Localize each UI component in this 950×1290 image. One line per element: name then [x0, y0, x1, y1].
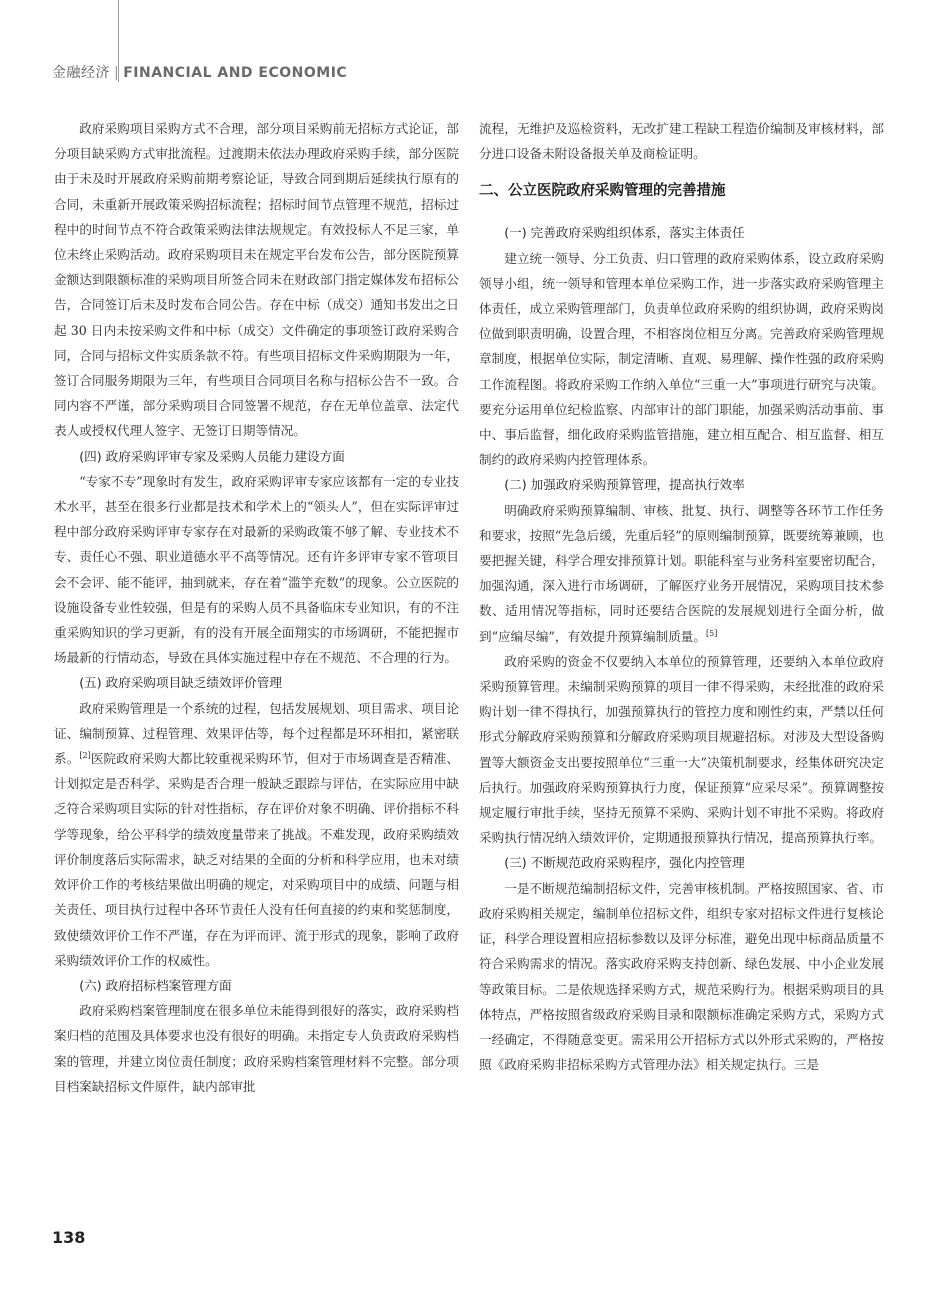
chapter-heading: 二、公立医院政府采购管理的完善措施	[479, 183, 726, 200]
section-heading-6: (六) 政府招标档案管理方面	[79, 977, 232, 993]
paragraph	[54, 696, 459, 973]
paragraph-text: 明确政府采购预算编制、审核、批复、执行、调整等各环节工作任务和要求，按照“先急后缓，先重后轻”的原则编制预算，既要统筹兼顾，也要把握关键，科学合理安排预算计划。职能科室与业务科室要密切配合，加强沟通，深入进行市场调研，了解医疗业务开展情况，采购项目技术参数、适用情况等指标，同时还要结合医院的发展规划进行全面分析，做到“应编尽编”，有效提升预算编制质量。	[479, 502, 884, 644]
header-separator: |	[114, 65, 120, 81]
citation-ref: [5]	[705, 628, 718, 638]
paragraph: 一是不断规范编制招标文件，完善审核机制。严格按照国家、省、市政府采购相关规定，编制单位招标文件，组织专家对招标文件进行复核论证，科学合理设置相应招标参数以及评分标准，避免出现中标商品质量不符合采购需求的情况。落实政府采购支持创新、绿色发展、中小企业发展等政策目标。二是依规选择采购方式，规范采购行为。根据采购项目的具体特点，严格按照省级政府采购目录和限额标准确定采购方式，采购方式一经确定，不得随意变更。需采用公开招标方式以外形式采购的，严格按照《政府采购非招标采购方式管理办法》相关规定执行。三是	[479, 880, 884, 1073]
section-heading-3: (三) 不断规范政府采购程序，强化内控管理	[504, 855, 745, 871]
section-heading-2: (二) 加强政府采购预算管理，提高执行效率	[504, 477, 745, 493]
paragraph-text: 政府采购管理是一个系统的过程，包括发展规划、项目需求、项目论证、编制预算、过程管理、效果评估等，每个过程都是环环相扣，紧密联系。	[54, 700, 459, 767]
paragraph	[479, 498, 884, 649]
citation-ref: [2]	[79, 750, 91, 760]
right-column	[479, 116, 884, 1077]
paragraph: 建立统一领导、分工负责、归口管理的政府采购体系，设立政府采购领导小组，统一领导和管理本单位采购工作，进一步落实政府采购管理主体责任，成立采购管理部门，负责单位政府采购的组织协调，政府采购岗位做到职责明确，设置合理，不相容岗位相互分离。完善政府采购管理规章制度，根据单位实际，制定清晰、直观、易理解、操作性强的政府采购工作流程图。将政府采购工作纳入单位“三重一大”事项进行研究与决策。要充分运用单位纪检监察、内部审计的部门职能，加强采购活动事前、事中、事后监督，细化政府采购监管措施，建立相互配合、相互监督、相互制约的政府采购内控管理体系。	[479, 250, 884, 468]
paragraph-text: 医院政府采购大都比较重视采购环节，但对于市场调查是否精准、计划拟定是否科学、采购是否合理一般缺乏跟踪与评估，在实际应用中缺乏符合采购项目实际的针对性指标，存在评价对象不明确、评价指标不科学等现象，给公平科学的绩效度量带来了挑战。不难发现，政府采购绩效评价制度落后实际需求，缺乏对结果的全面的分析和科学应用，也未对绩效评价工作的考核结果做出明确的规定，对采购项目中的成绩、问题与相关责任、项目执行过程中各环节责任人没有任何直接的约束和奖惩制度，致使绩效评价工作不严谨，存在为评而评、流于形式的现象，影响了政府采购绩效评价工作的权威性。	[54, 751, 460, 968]
page-number: 138	[52, 1228, 86, 1247]
section-heading-4: (四) 政府采购评审专家及采购人员能力建设方面	[79, 448, 345, 464]
left-column	[54, 116, 459, 1099]
paragraph: 政府采购档案管理制度在很多单位未能得到很好的落实，政府采购档案归档的范围及具体要求也没有很好的明确。未指定专人负责政府采购档案的管理，并建立岗位责任制度；政府采购档案管理材料不完整。部分项目档案缺招标文件原件，缺内部审批	[54, 1003, 459, 1094]
journal-title-en: FINANCIAL AND ECONOMIC	[123, 65, 348, 81]
paragraph: 政府采购项目采购方式不合理，部分项目采购前无招标方式论证，部分项目缺采购方式审批流程。过渡期未依法办理政府采购手续，部分医院由于未及时开展政府采购前期考察论证，导致合同到期后延续执行原有的合同，未重新开展政策采购招标流程；招标时间节点管理不规范，招标过程中的时间节点不符合政策采购法律法规规定。有效投标人不足三家，单位未终止采购活动。政府采购项目未在规定平台发布公告，部分医院预算金额达到限额标准的采购项目所签合同未在财政部门指定媒体发布招标公告，合同签订后未及时发布合同公告。存在中标（成交）通知书发出之日起 30 日内未按采购文件和中标（成交）文件确定的事项签订政府采购合同，合同与招标文件实质条款不符。有些项目招标文件采购期限为一年，签订合同服务期限为三年，有些项目合同项目名称与招标公告不一致。合同内容不严谨，部分采购项目合同签署不规范，存在无单位盖章、法定代表人或授权代理人签字、无签订日期等情况。	[54, 121, 459, 439]
paragraph: “专家不专”现象时有发生，政府采购评审专家应该都有一定的专业技术水平，甚至在很多行业都是技术和学术上的“领头人”，但在实际评审过程中部分政府采购评审专家存在对最新的采购政策不够了解、专业技术不专、责任心不强、职业道德水平不高等情况。还有许多评审专家不管项目会不会评、能不能评，抽到就来，存在着“滥竽充数”的现象。公立医院的设施设备专业性较强，但是有的采购人员不具备临床专业知识，有的不注重采购知识的学习更新，有的没有开展全面翔实的市场调研，不能把握市场最新的行情动态，导致在具体实施过程中存在不规范、不合理的行为。	[54, 473, 459, 666]
paragraph: 政府采购的资金不仅要纳入本单位的预算管理，还要纳入本单位政府采购预算管理。未编制采购预算的项目一律不得采购，未经批准的政府采购计划一律不得执行，加强预算执行的管控力度和刚性约束，严禁以任何形式分解政府采购预算和分解政府采购项目规避招标。对涉及大型设备购置等大额资金支出要按照单位“三重一大”决策机制要求，经集体研究决定后执行。加强政府采购预算执行力度，保证预算“应采尽采”。预算调整按规定履行审批手续，坚持无预算不采购、采购计划不审批不采购。将政府采购执行情况纳入绩效评价，定期通报预算执行情况，提高预算执行率。	[479, 653, 884, 846]
section-heading-5: (五) 政府采购项目缺乏绩效评价管理	[79, 675, 282, 691]
paragraph-continued: 流程，无维护及巡检资料，无改扩建工程缺工程造价编制及审核材料，部分进口设备未附设备报关单及商检证明。	[479, 121, 884, 162]
running-header	[52, 62, 347, 82]
journal-title-cn: 金融经济	[52, 65, 110, 81]
section-heading-1: (一) 完善政府采购组织体系，落实主体责任	[504, 225, 745, 241]
